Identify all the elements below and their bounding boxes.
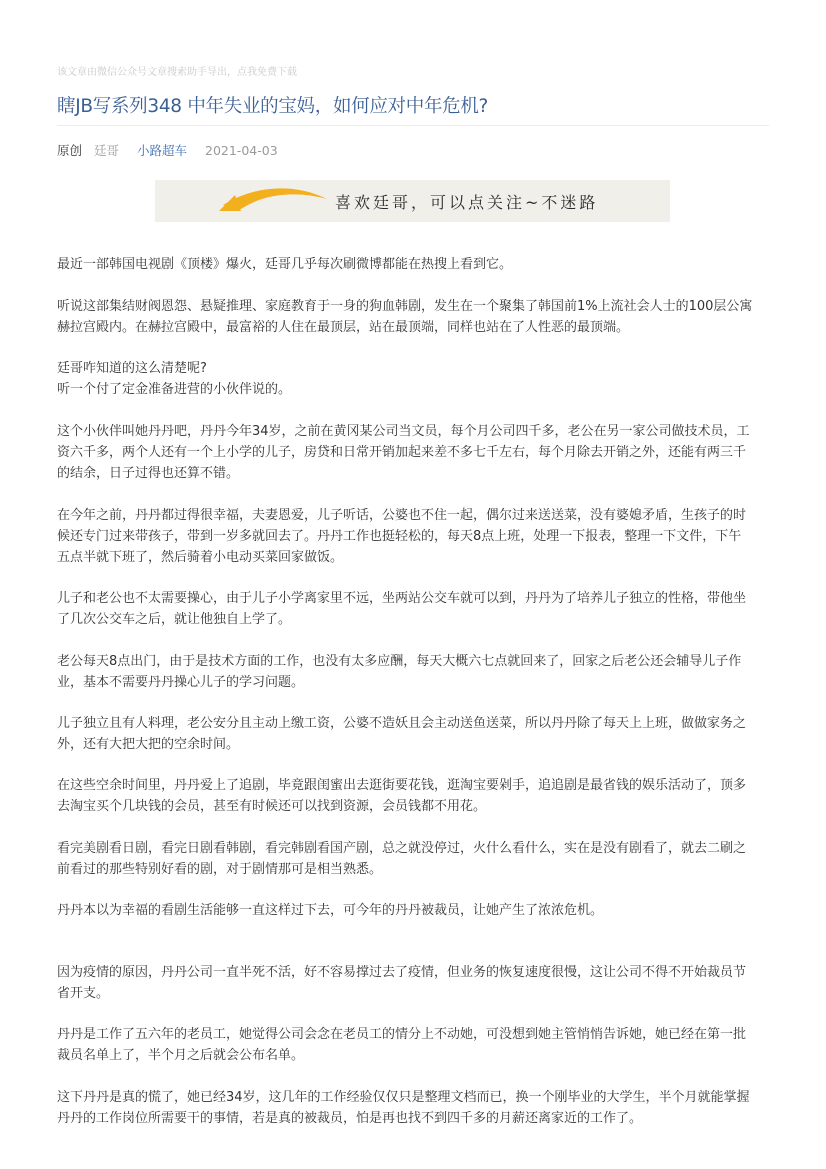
paragraph-line: 赫拉宫殿内。在赫拉宫殿中，最富裕的人住在最顶层，站在最顶端，同样也站在了人性恶的最顶端。 xyxy=(57,320,630,335)
paragraph-line: 资六千多，两个人还有一个上小学的儿子，房贷和日常开销加起来差不多七千左右，每个月除去开销之外，还能有两三千 xyxy=(57,445,747,460)
follow-banner-text: 喜欢廷哥，可以点关注~不迷路 xyxy=(335,193,599,212)
paragraph xyxy=(57,358,769,400)
paragraph-line: 业，基本不需要丹丹操心儿子的学习问题。 xyxy=(57,675,305,690)
export-notice-link[interactable]: 该文章由微信公众号文章搜索助手导出，点我免费下载 xyxy=(57,67,297,78)
paragraph-line: 这下丹丹是真的慌了，她已经34岁，这几年的工作经验仅仅只是整理文档而已，换一个刚毕业的大学生，半个月就能掌握 xyxy=(57,1090,750,1105)
paragraph-line: 丹丹的工作岗位所需要干的事情，若是真的被裁员，怕是再也找不到四千多的月薪还离家近的工作了。 xyxy=(57,1111,643,1126)
author-name: 廷哥 xyxy=(94,143,120,158)
paragraph-line: 在这些空余时间里，丹丹爱上了追剧，毕竟跟闺蜜出去逛街要花钱，逛淘宝要剁手，追追剧是最省钱的娱乐活动了，顶多 xyxy=(57,778,747,793)
follow-banner xyxy=(155,180,670,222)
paragraph xyxy=(57,651,769,693)
paragraph-line: 老公每天8点出门，由于是技术方面的工作，也没有太多应酬，每天大概六七点就回来了，回家之后老公还会辅导儿子作 xyxy=(57,654,742,669)
paragraph-line: 最近一部韩国电视剧《顶楼》爆火，廷哥几乎每次刷微博都能在热搜上看到它。 xyxy=(57,257,513,272)
paragraph xyxy=(57,775,769,817)
paragraph-line: 儿子和老公也不太需要操心，由于儿子小学离家里不远，坐两站公交车就可以到，丹丹为了培养儿子独立的性格，带他坐 xyxy=(57,591,747,606)
paragraph xyxy=(57,838,769,880)
paragraph xyxy=(57,713,769,755)
paragraph-line: 外，还有大把大把的空余时间。 xyxy=(57,737,240,752)
paragraph-line: 前看过的那些特别好看的剧，对于剧情那可是相当熟悉。 xyxy=(57,862,383,877)
original-tag: 原创 xyxy=(57,143,83,158)
paragraph-line: 的结余，日子过得也还算不错。 xyxy=(57,466,240,481)
paragraph-line: 看完美剧看日剧，看完日剧看韩剧，看完韩剧看国产剧，总之就没停过，火什么看什么，实在是没有剧看了，就去二刷之 xyxy=(57,841,747,856)
paragraph-line: 省开支。 xyxy=(57,986,110,1001)
paragraph xyxy=(57,421,769,484)
paragraph xyxy=(57,900,769,921)
paragraph-line: 在今年之前，丹丹都过得很幸福，夫妻恩爱，儿子听话，公婆也不住一起，偶尔过来送送菜，没有婆媳矛盾，生孩子的时 xyxy=(57,508,747,523)
paragraph-line: 这个小伙伴叫她丹丹吧，丹丹今年34岁，之前在黄冈某公司当文员，每个月公司四千多，老公在另一家公司做技术员，工 xyxy=(57,424,750,439)
paragraph xyxy=(57,254,769,275)
paragraph xyxy=(57,588,769,630)
paragraph xyxy=(57,505,769,568)
paragraph-line: 五点半就下班了，然后骑着小电动买菜回家做饭。 xyxy=(57,550,344,565)
paragraph-line: 裁员名单上了，半个月之后就会公布名单。 xyxy=(57,1048,305,1063)
paragraph-line: 丹丹本以为幸福的看剧生活能够一直这样过下去，可今年的丹丹被裁员，让她产生了浓浓危机。 xyxy=(57,903,604,918)
paragraph-line: 了几次公交车之后，就让他独自上学了。 xyxy=(57,612,292,627)
article-meta xyxy=(57,141,278,159)
account-link[interactable]: 小路超车 xyxy=(137,143,188,158)
paragraph xyxy=(57,1024,769,1066)
article-title: 瞎JB写系列348 中年失业的宝妈，如何应对中年危机? xyxy=(57,96,489,117)
title-divider xyxy=(57,125,769,126)
paragraph-line: 廷哥咋知道的这么清楚呢? xyxy=(57,361,207,376)
paragraph xyxy=(57,1087,769,1129)
paragraph-line: 听说这部集结财阀恩怨、悬疑推理、家庭教育于一身的狗血韩剧，发生在一个聚集了韩国前1%上流社会人士的100层公寓 xyxy=(57,299,753,314)
paragraph xyxy=(57,296,769,338)
paragraph-line: 丹丹是工作了五六年的老员工，她觉得公司会念在老员工的情分上不动她，可没想到她主管悄悄告诉她，她已经在第一批 xyxy=(57,1027,747,1042)
publish-date: 2021-04-03 xyxy=(205,143,278,158)
paragraph-line: 儿子独立且有人料理，老公安分且主动上缴工资，公婆不造妖且会主动送鱼送菜，所以丹丹除了每天上上班，做做家务之 xyxy=(57,716,747,731)
swoosh-arrow-icon xyxy=(215,181,335,221)
paragraph-line: 候还专门过来带孩子，带到一岁多就回去了。丹丹工作也挺轻松的，每天8点上班，处理一下报表，整理一下文件，下午 xyxy=(57,529,742,544)
paragraph-line: 因为疫情的原因，丹丹公司一直半死不活，好不容易撑过去了疫情，但业务的恢复速度很慢，这让公司不得不开始裁员节 xyxy=(57,965,747,980)
paragraph-line: 听一个付了定金准备进营的小伙伴说的。 xyxy=(57,382,292,397)
paragraph-line: 去淘宝买个几块钱的会员，甚至有时候还可以找到资源，会员钱都不用花。 xyxy=(57,799,487,814)
paragraph xyxy=(57,962,769,1004)
